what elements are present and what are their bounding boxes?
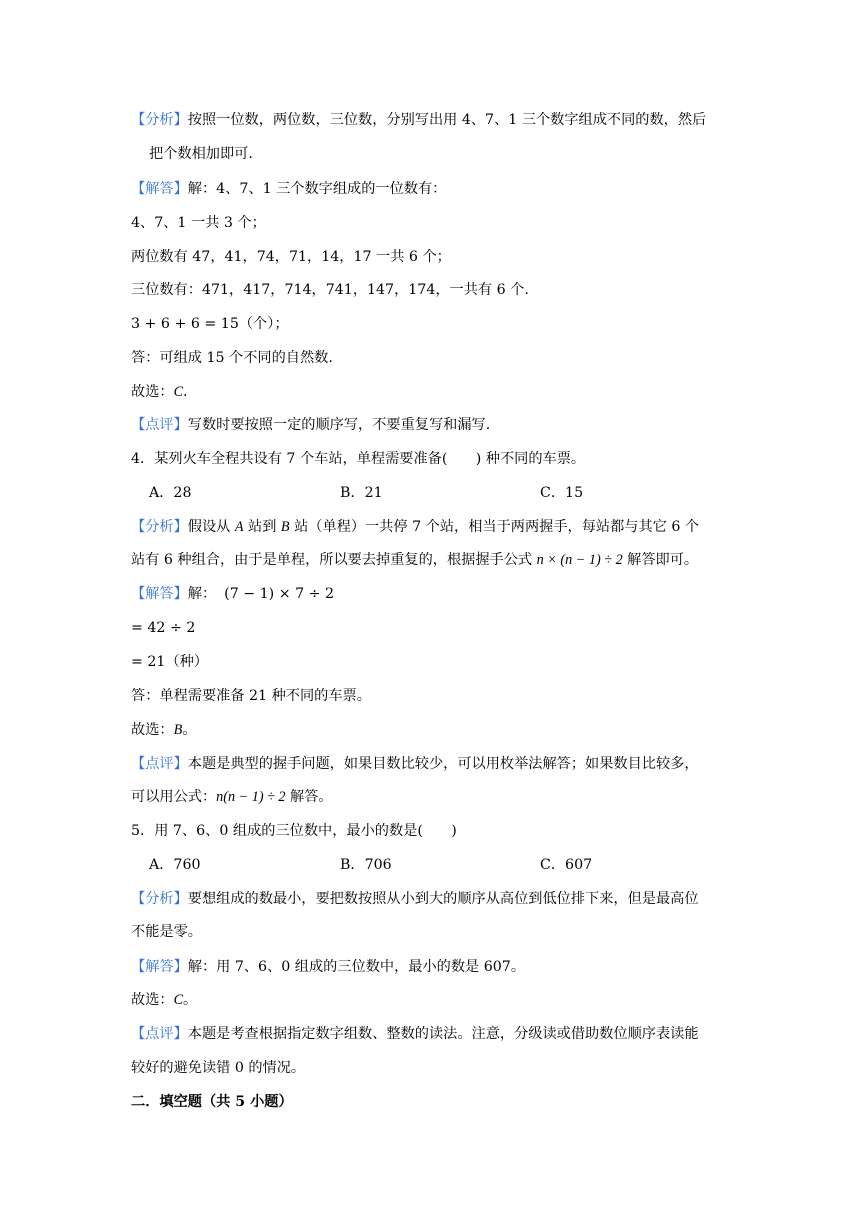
q4-analysis-p1: 假设从: [187, 519, 235, 535]
q4-comment-line2: [131, 787, 333, 807]
q5-analysis-text1: 要想组成的数最小，要把数按照从小到大的顺序从高位到低位排下来，但是最高位: [187, 891, 699, 907]
section-title: 二．填空题（共 5 小题）: [131, 1094, 293, 1110]
q4-option-a: A．28: [149, 485, 192, 501]
q3-analysis-line1: [131, 110, 706, 130]
q3-line5: 3 + 6 + 6 = 15（个）；: [131, 316, 289, 332]
q3-choice-letter: C: [173, 384, 184, 400]
comment-tag: 【点评】: [131, 417, 188, 433]
q4-analysis-line2-p2: 解答即可。: [622, 552, 699, 568]
q5-comment-text1: 本题是考查根据指定数字组数、整数的读法。注意，分级读或借助数位顺序表读能: [187, 1026, 699, 1042]
q5-choice-prefix: 故选：: [131, 992, 174, 1008]
answer-tag: 【解答】: [131, 586, 188, 602]
q4-analysis-a: A: [234, 519, 244, 535]
q3-analysis-line2: 把个数相加即可.: [149, 146, 253, 162]
q3-comment-text: 写数时要按照一定的顺序写，不要重复写和漏写.: [187, 417, 491, 433]
q5-choice: [131, 990, 197, 1010]
q4-choice-prefix: 故选：: [131, 722, 174, 738]
q4-answer-expr: (7 − 1) × 7 ÷ 2: [224, 586, 335, 602]
q5-choice-suffix: 。: [183, 992, 198, 1008]
comment-tag: 【点评】: [131, 756, 188, 772]
q3-analysis-text1: 按照一位数，两位数，三位数，分别写出用 4、7、1 三个数字组成不同的数，然后: [187, 112, 707, 128]
q4-comment-formula: n(n − 1) ÷ 2: [216, 789, 286, 805]
q5-answer: [131, 957, 525, 977]
q4-step2: = 42 ÷ 2: [131, 620, 196, 636]
q4-choice: [131, 720, 196, 740]
q4-comment-line2-p1: 可以用公式：: [131, 789, 217, 805]
answer-tag: 【解答】: [131, 181, 188, 197]
q5-option-c: C．607: [540, 857, 593, 873]
q4-answer-p1: 解：: [187, 586, 217, 602]
q4-choice-suffix: 。: [182, 722, 197, 738]
q4-comment-text1: 本题是典型的握手问题，如果目数比较少，可以用枚举法解答；如果数目比较多，: [187, 756, 699, 772]
q4-option-c: C．15: [540, 485, 584, 501]
q4-analysis-line2-p1: 站有 6 种组合，由于是单程，所以要去掉重复的，根据握手公式: [131, 552, 537, 568]
q4-analysis-p3: 站（单程）一共停 7 个站，相当于两两握手，每站都与其它 6 个: [289, 519, 700, 535]
q4-analysis-line1: [131, 517, 699, 537]
q4-final: 答：单程需要准备 21 种不同的车票。: [131, 688, 371, 704]
q4-comment-line1: [131, 754, 699, 774]
q4-option-b: B．21: [340, 485, 383, 501]
q5-option-a: A．760: [149, 857, 201, 873]
q4-step3: = 21（种）: [131, 654, 209, 670]
q4-analysis-b: B: [280, 519, 290, 535]
analysis-tag: 【分析】: [131, 891, 188, 907]
q5-analysis-line2: 不能是零。: [131, 924, 202, 940]
q3-line2: 4、7、1 一共 3 个；: [131, 215, 266, 231]
analysis-tag: 【分析】: [131, 519, 188, 535]
q3-choice: [131, 382, 188, 402]
q3-line6: 答：可组成 15 个不同的自然数.: [131, 350, 333, 366]
q3-line3: 两位数有 47，41，74，71，14，17 一共 6 个；: [131, 249, 451, 265]
comment-tag: 【点评】: [131, 1026, 188, 1042]
q5-comment-line2: 较好的避免读错 0 的情况。: [131, 1060, 306, 1076]
q3-answer-line1: [131, 179, 446, 199]
q5-question: 5．用 7、6、0 组成的三位数中，最小的数是( ): [131, 823, 457, 839]
q4-answer-line1: [131, 584, 334, 604]
q3-line4: 三位数有：471，417，714，741，147，174，一共有 6 个.: [131, 282, 529, 298]
q3-answer-text1: 解：4、7、1 三个数字组成的一位数有：: [187, 181, 447, 197]
q5-analysis-line1: [131, 889, 699, 909]
q4-formula: n × (n − 1) ÷ 2: [536, 552, 623, 568]
q5-choice-letter: C: [173, 992, 184, 1008]
q4-analysis-line2: [131, 550, 698, 570]
q5-answer-text: 解：用 7、6、0 组成的三位数中，最小的数是 607。: [187, 959, 526, 975]
q5-option-b: B．706: [340, 857, 392, 873]
q4-analysis-p2: 站到: [243, 519, 281, 535]
analysis-tag: 【分析】: [131, 112, 188, 128]
answer-tag: 【解答】: [131, 959, 188, 975]
q4-question: 4．某列火车全程共设有 7 个车站，单程需要准备( ) 种不同的车票。: [131, 451, 586, 467]
q5-comment-line1: [131, 1024, 699, 1044]
q3-choice-suffix: .: [183, 384, 188, 400]
q3-choice-prefix: 故选：: [131, 384, 174, 400]
q4-choice-letter: B: [173, 722, 183, 738]
q4-comment-line2-p2: 解答。: [285, 789, 333, 805]
q3-comment: [131, 415, 490, 435]
